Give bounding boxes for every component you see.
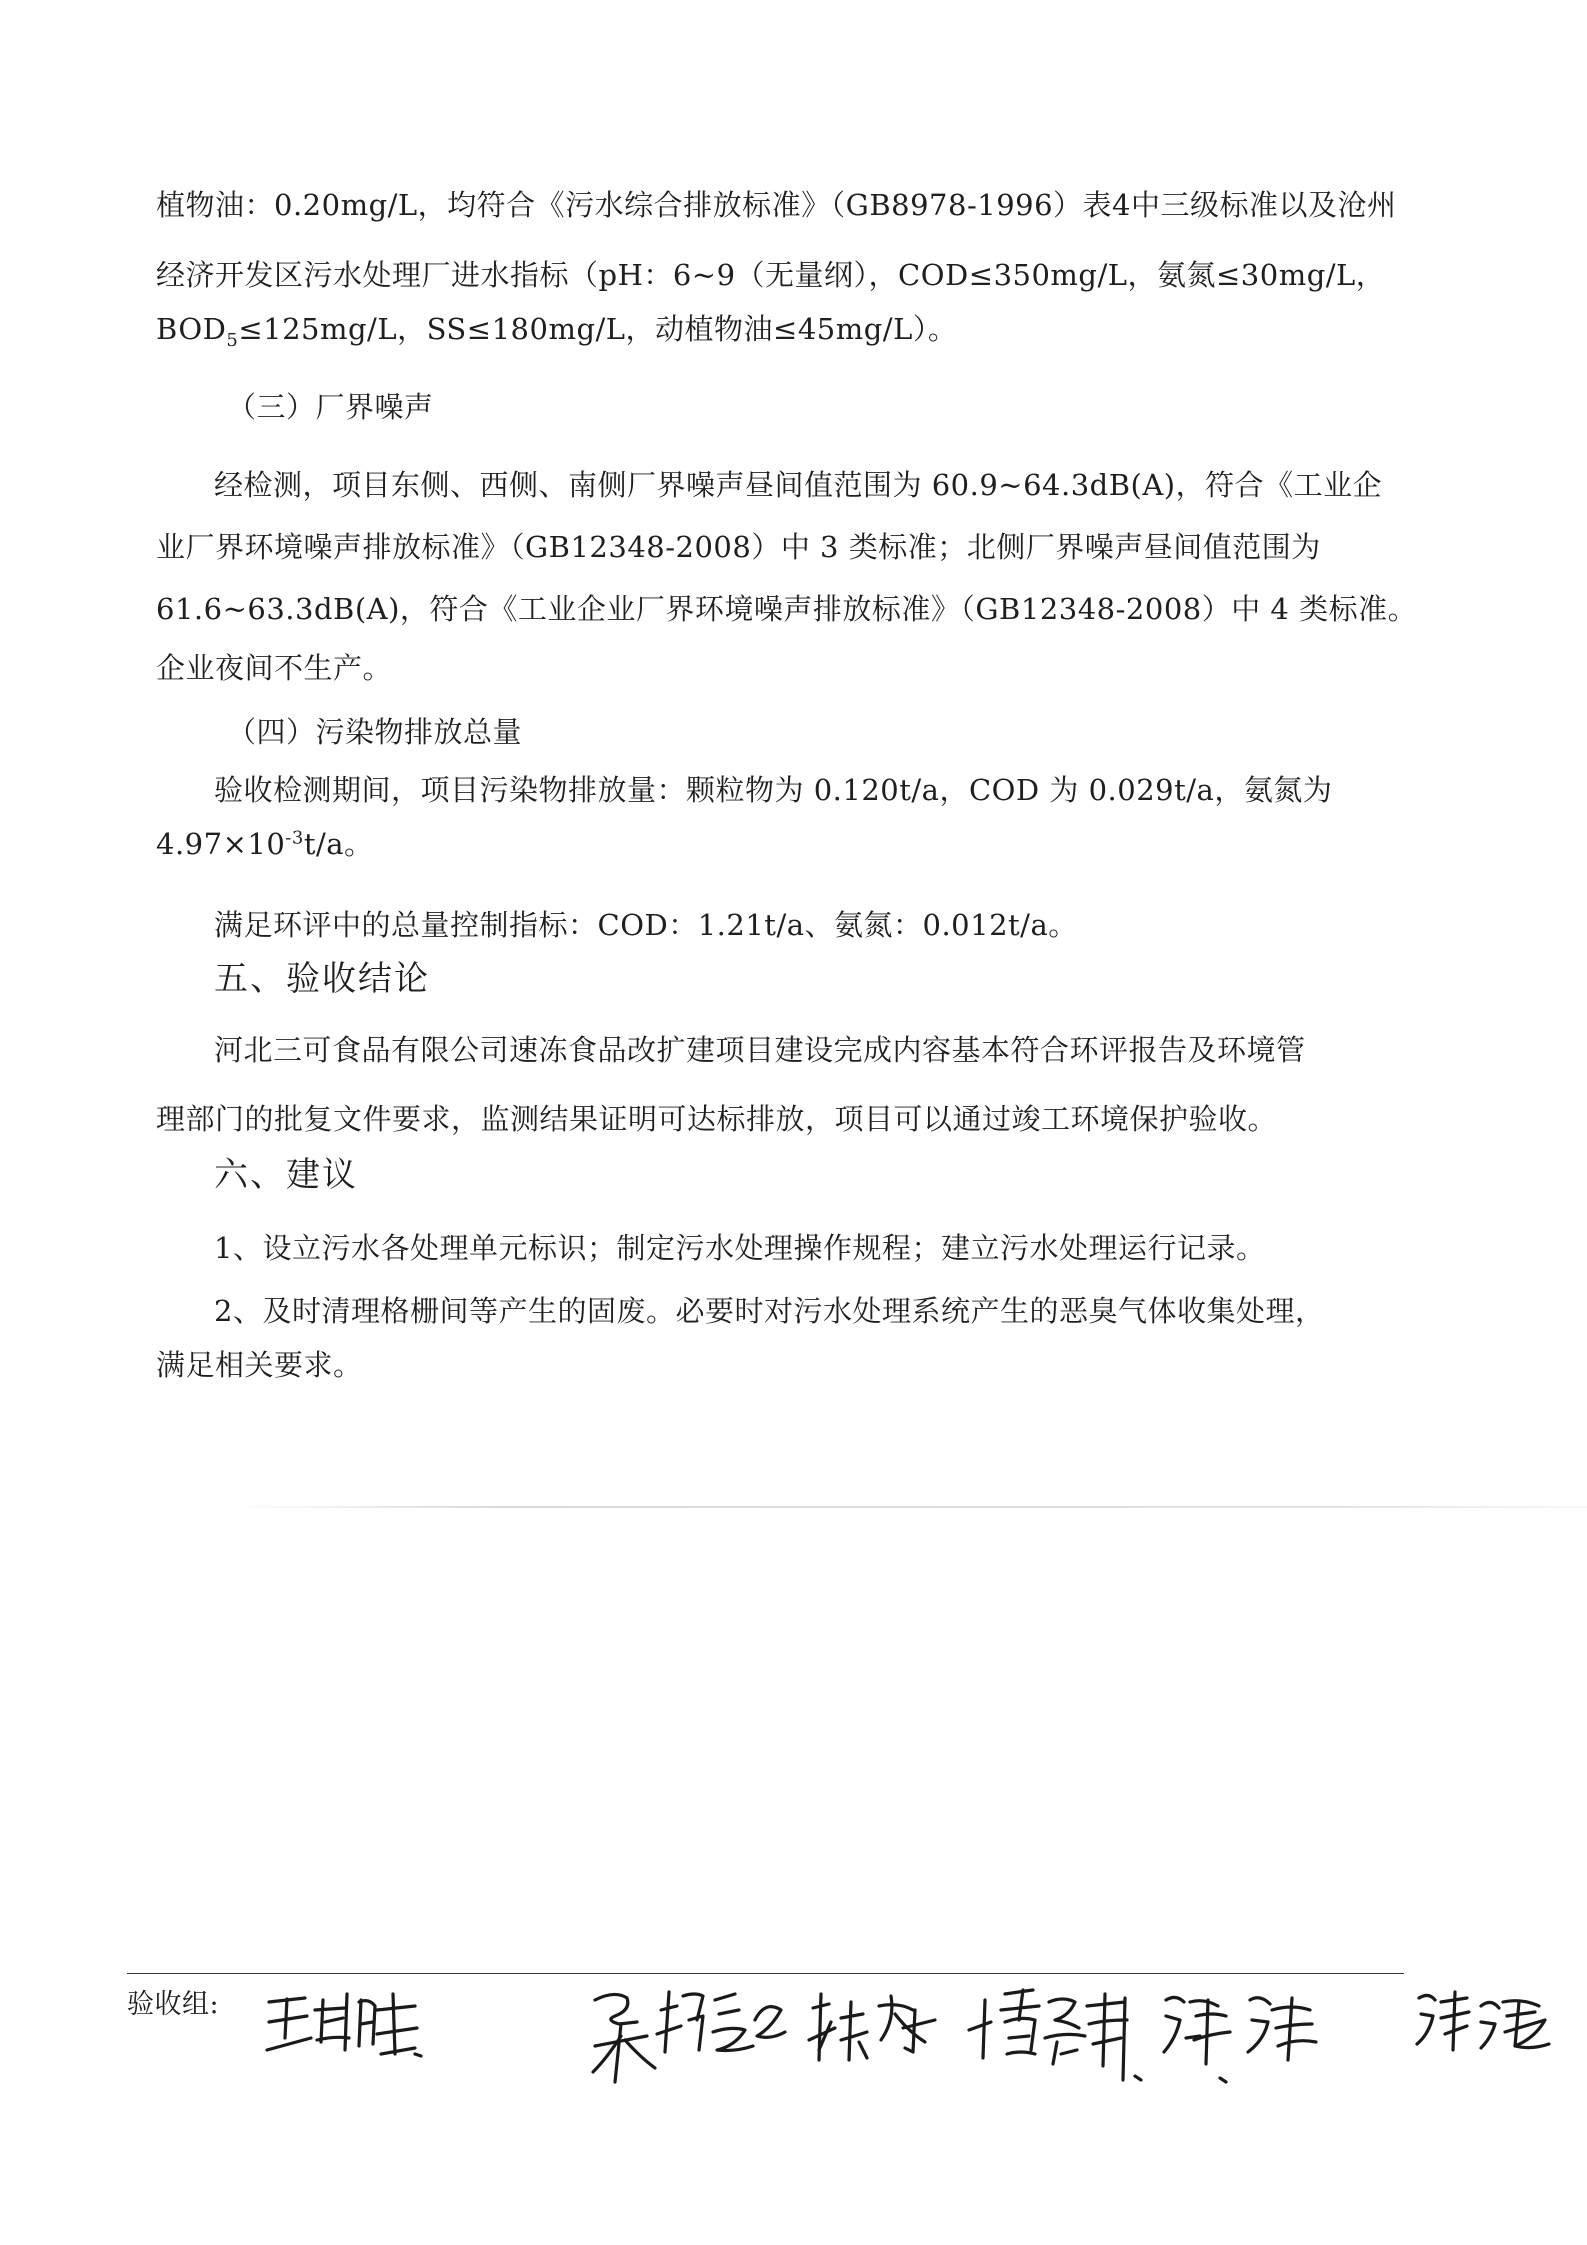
text: （三）厂界噪声	[227, 390, 434, 424]
paragraph-line	[156, 527, 1321, 567]
text: 业厂界环境噪声排放标准》（GB12348-2008）中 3 类标准；北侧厂界噪声昼间值范围为	[156, 530, 1321, 564]
text: 河北三可食品有限公司速冻食品改扩建项目建设完成内容基本符合环评报告及环境管	[214, 1033, 1306, 1067]
section-title	[227, 712, 522, 752]
text: 经检测，项目东侧、西侧、南侧厂界噪声昼间值范围为 60.9~64.3dB(A)，符合《工业企	[214, 468, 1383, 502]
list-item	[214, 1291, 1324, 1331]
text: 4.97×10	[156, 827, 286, 861]
paragraph-line	[156, 648, 392, 688]
paragraph-line	[156, 589, 1417, 629]
paragraph-line	[156, 309, 957, 349]
paragraph-line	[214, 465, 1382, 505]
superscript: -3	[285, 827, 304, 849]
footer-divider	[127, 1973, 1404, 1974]
text: t/a。	[303, 827, 374, 861]
text: 五、验收结论	[214, 959, 430, 999]
list-item-continuation	[156, 1345, 363, 1385]
text: 验收检测期间，项目污染物排放量：颗粒物为 0.120t/a，COD 为 0.029t/a，氨氮为	[214, 773, 1333, 807]
text: 满足环评中的总量控制指标：COD：1.21t/a、氨氮：0.012t/a。	[214, 908, 1078, 942]
text: 理部门的批复文件要求，监测结果证明可达标排放，项目可以通过竣工环境保护验收。	[156, 1102, 1278, 1136]
text: 植物油：0.20mg/L，均符合《污水综合排放标准》（GB8978-1996）表4中三级标准以及沧州	[156, 188, 1397, 222]
paragraph-line	[214, 770, 1332, 810]
handwritten-signature	[805, 1980, 945, 2090]
handwritten-signature	[965, 1980, 1145, 2090]
paragraph-line	[214, 905, 1078, 945]
paragraph-line	[156, 1099, 1277, 1139]
text: BOD	[156, 312, 227, 346]
handwritten-signature	[585, 1980, 790, 2090]
text: 61.6~63.3dB(A)，符合《工业企业厂界环境噪声排放标准》（GB12348-2008）中 4 类标准。	[156, 592, 1418, 626]
text: 验收组:	[127, 1989, 220, 2020]
paragraph-line	[156, 185, 1397, 225]
text: 2、及时清理格栅间等产生的固废。必要时对污水处理系统产生的恶臭气体收集处理，	[214, 1294, 1325, 1328]
handwritten-signature	[1160, 1980, 1340, 2090]
section-title	[227, 387, 434, 427]
list-item	[214, 1228, 1265, 1268]
paragraph-line	[156, 824, 374, 864]
subscript: 5	[226, 329, 239, 351]
acceptance-group-label	[127, 1985, 219, 2025]
handwritten-signature	[1415, 1980, 1555, 2090]
text: 企业夜间不生产。	[156, 651, 393, 685]
text: 六、建议	[214, 1155, 358, 1195]
heading-conclusion	[214, 957, 430, 1001]
paragraph-line	[214, 1030, 1306, 1070]
text: ≤125mg/L，SS≤180mg/L，动植物油≤45mg/L）。	[238, 312, 958, 346]
text: 1、设立污水各处理单元标识；制定污水处理操作规程；建立污水处理运行记录。	[214, 1231, 1266, 1265]
text: 经济开发区污水处理厂进水指标（pH：6~9（无量纲），COD≤350mg/L，氨氮≤30mg/L，	[156, 258, 1386, 292]
text: （四）污染物排放总量	[227, 715, 523, 749]
scan-artifact	[230, 1506, 1587, 1508]
paragraph-line	[156, 255, 1385, 295]
handwritten-signature	[265, 1980, 425, 2090]
text: 满足相关要求。	[156, 1348, 363, 1382]
heading-suggestions	[214, 1153, 358, 1197]
